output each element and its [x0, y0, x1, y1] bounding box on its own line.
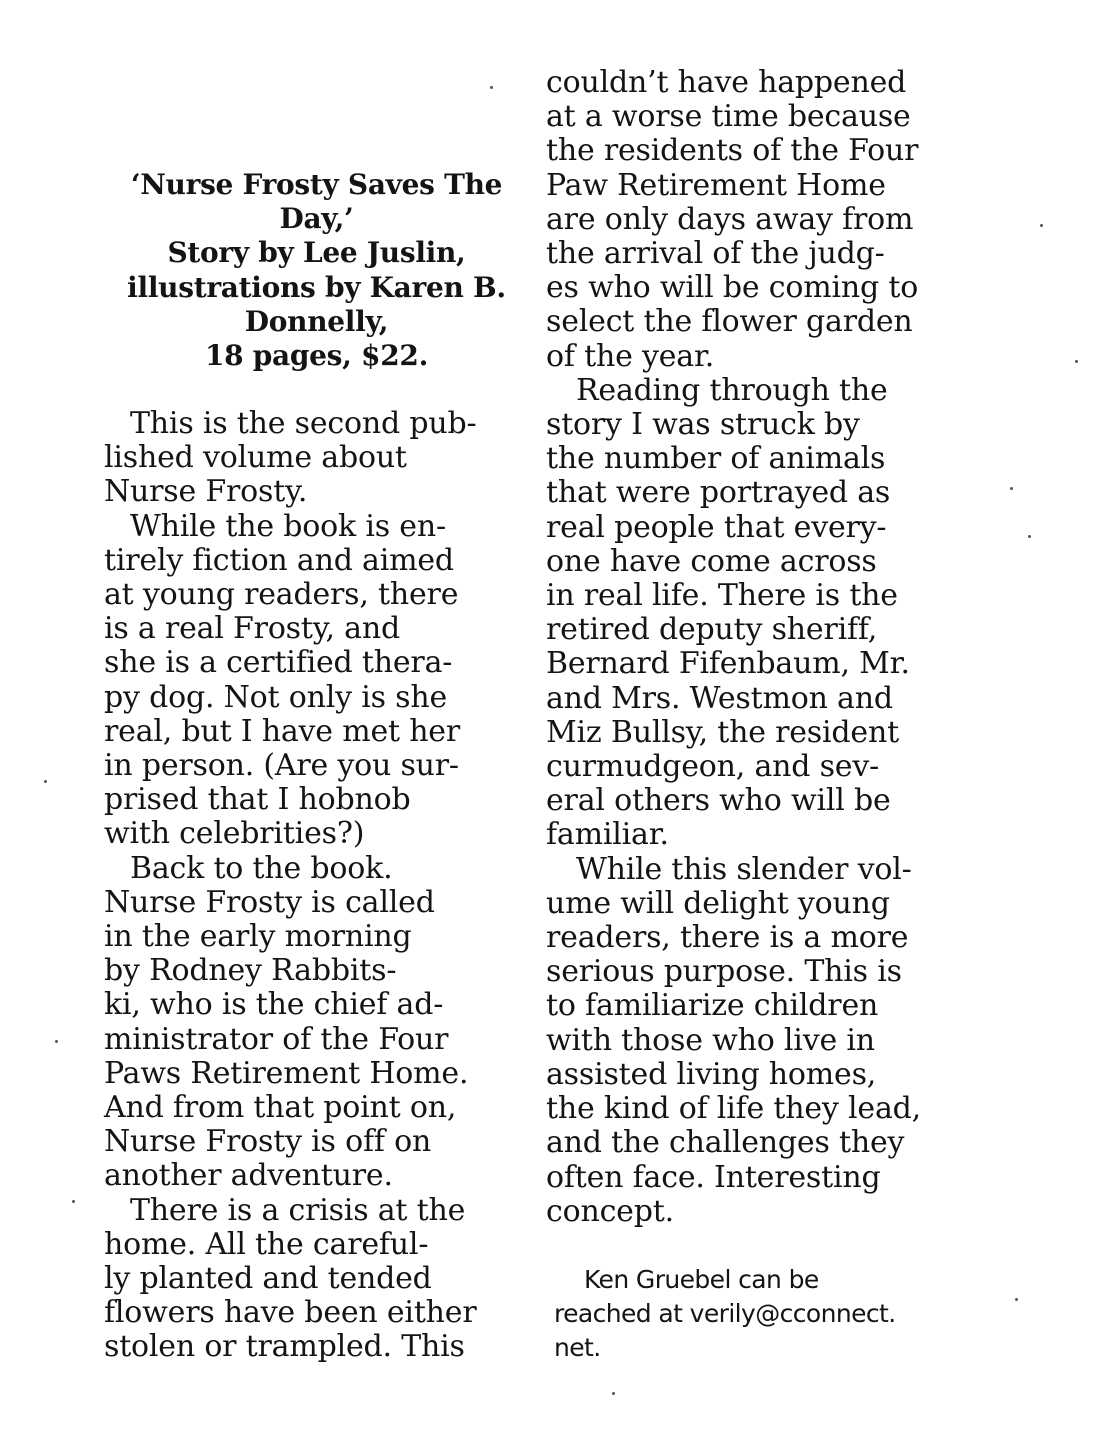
- body-line: eral others who will be: [546, 783, 891, 819]
- body-line: Bernard Fifenbaum, Mr.: [546, 646, 910, 682]
- scan-speck: [44, 780, 47, 783]
- book-illustrator-line-2: Donnelly,: [244, 304, 389, 338]
- scan-speck: [1040, 224, 1043, 227]
- book-illustrator-line-1: illustrations by Karen B.: [127, 270, 506, 304]
- body-line: story I was struck by: [546, 407, 860, 443]
- body-line: are only days away from: [546, 201, 914, 237]
- body-line: with celebrities?): [104, 816, 365, 852]
- scan-speck: [1028, 535, 1031, 538]
- body-line: Nurse Frosty.: [104, 474, 308, 510]
- body-line: py dog. Not only is she: [104, 679, 447, 715]
- body-line: Reading through the: [576, 372, 888, 408]
- scan-speck: [612, 1392, 615, 1395]
- body-line: and Mrs. Westmon and: [546, 680, 893, 716]
- body-line: readers, there is a more: [546, 920, 909, 956]
- body-line: flowers have been either: [104, 1295, 477, 1331]
- body-line: select the flower garden: [546, 304, 913, 340]
- body-line: ly planted and tended: [104, 1261, 432, 1297]
- book-pages-price: 18 pages, $22.: [204, 339, 429, 373]
- body-line: lished volume about: [104, 440, 407, 476]
- body-line: another adventure.: [104, 1158, 393, 1194]
- body-line: couldn’t have happened: [546, 65, 907, 100]
- body-line: she is a certified thera-: [104, 645, 453, 681]
- scan-speck: [490, 86, 493, 89]
- scan-speck: [1075, 360, 1078, 363]
- book-title-line-2: Day,’: [279, 202, 354, 236]
- body-line: ministrator of the Four: [104, 1021, 449, 1057]
- body-line: real, but I have met her: [104, 713, 461, 749]
- body-line: at young readers, there: [104, 577, 459, 613]
- body-line: ume will delight young: [546, 885, 890, 921]
- body-line: in the early morning: [104, 919, 412, 955]
- body-line: with those who live in: [546, 1022, 875, 1058]
- body-line: ki, who is the chief ad-: [104, 987, 444, 1023]
- body-line: prised that I hobnob: [104, 782, 411, 818]
- body-line: in person. (Are you sur-: [104, 748, 459, 784]
- body-line: real people that every-: [546, 509, 887, 545]
- body-line: serious purpose. This is: [546, 954, 902, 990]
- byline-line-2: reached at verily@cconnect.: [554, 1299, 896, 1328]
- body-line: Nurse Frosty is called: [104, 884, 435, 920]
- body-line: the arrival of the judg-: [546, 236, 885, 272]
- body-line: familiar.: [546, 817, 669, 853]
- body-line: and the challenges they: [546, 1125, 905, 1161]
- body-line: the residents of the Four: [546, 133, 919, 169]
- author-byline: [554, 1263, 979, 1365]
- body-line: This is the second pub-: [130, 406, 477, 441]
- byline-line-1: Ken Gruebel can be: [584, 1265, 819, 1294]
- scan-speck: [55, 1040, 58, 1043]
- book-author: Story by Lee Juslin,: [167, 236, 466, 270]
- body-line: concept.: [546, 1193, 674, 1229]
- book-title-line-1: ‘Nurse Frosty Saves The: [130, 168, 503, 201]
- scan-speck: [72, 1200, 75, 1203]
- body-line: Miz Bullsy, the resident: [546, 714, 899, 750]
- scan-speck: [1015, 1298, 1018, 1301]
- body-line: While this slender vol-: [576, 851, 912, 887]
- body-line: Nurse Frosty is off on: [104, 1124, 432, 1160]
- scan-speck: [1010, 487, 1013, 490]
- left-body-text: [104, 407, 529, 1365]
- body-line: to familiarize children: [546, 988, 879, 1024]
- body-line: Back to the book.: [130, 850, 393, 886]
- body-line: by Rodney Rabbits-: [104, 953, 397, 989]
- body-line: the number of animals: [546, 441, 886, 477]
- book-info-header: [104, 168, 529, 373]
- body-line: es who will be coming to: [546, 270, 919, 306]
- body-line: one have come across: [546, 543, 877, 579]
- body-line: assisted living homes,: [546, 1056, 877, 1092]
- body-line: in real life. There is the: [546, 578, 898, 614]
- body-line: stolen or trampled. This: [104, 1329, 465, 1365]
- body-line: tirely fiction and aimed: [104, 542, 454, 578]
- body-line: curmudgeon, and sev-: [546, 749, 880, 785]
- body-line: Paws Retirement Home.: [104, 1055, 469, 1091]
- body-line: is a real Frosty, and: [104, 611, 400, 647]
- right-body-text: [546, 66, 971, 1229]
- body-line: of the year.: [546, 338, 715, 374]
- body-line: that were portrayed as: [546, 475, 891, 511]
- body-line: And from that point on,: [104, 1090, 457, 1126]
- body-line: at a worse time because: [546, 99, 911, 135]
- body-line: Paw Retirement Home: [546, 167, 886, 203]
- body-line: often face. Interesting: [546, 1159, 881, 1195]
- body-line: While the book is en-: [130, 508, 446, 544]
- body-line: the kind of life they lead,: [546, 1091, 921, 1127]
- body-line: There is a crisis at the: [130, 1192, 466, 1228]
- body-line: retired deputy sheriff,: [546, 612, 878, 648]
- body-line: home. All the careful-: [104, 1226, 429, 1262]
- byline-line-3: net.: [554, 1333, 601, 1362]
